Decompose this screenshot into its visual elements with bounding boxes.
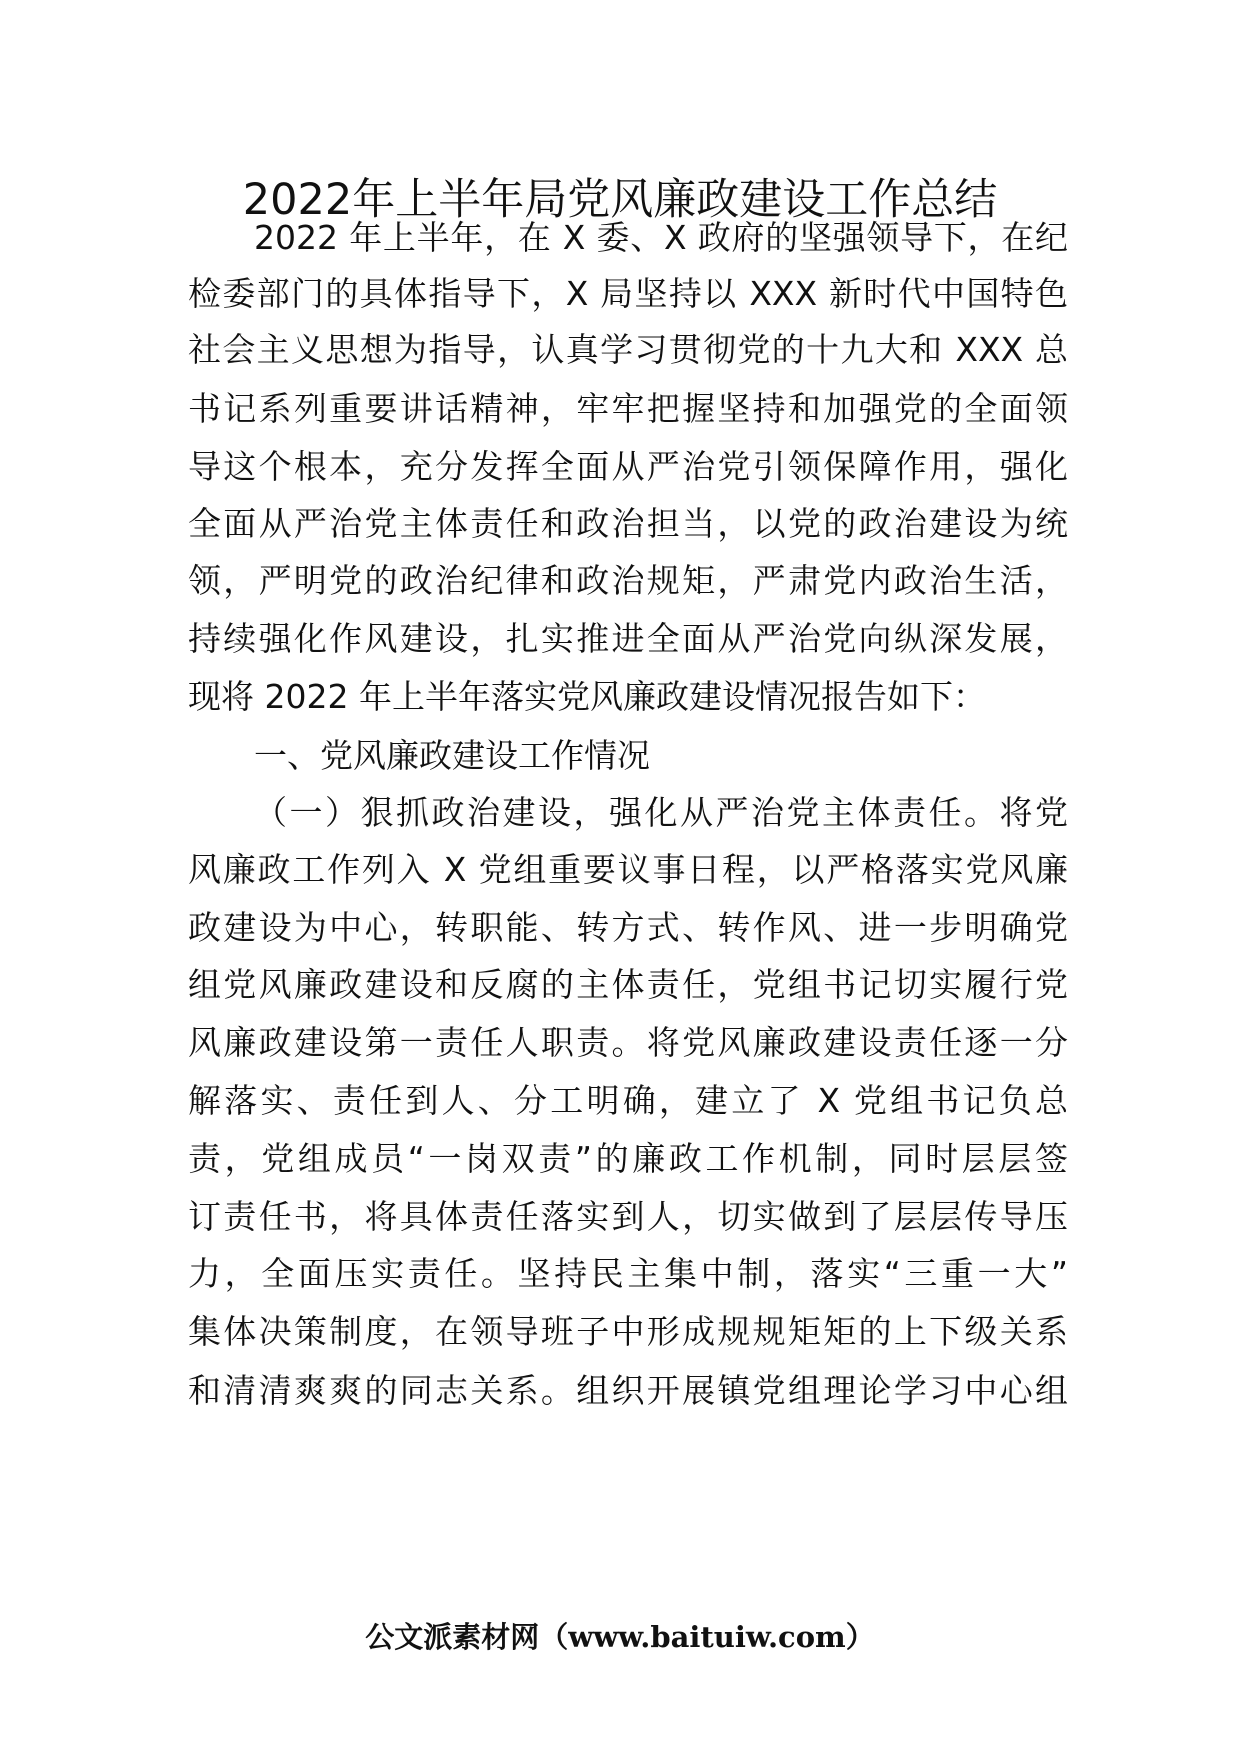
paragraph-line: 政建设为中心，转职能、转方式、转作风、进一步明确党 <box>188 908 1068 947</box>
paragraph-line: 全面从严治党主体责任和政治担当，以党的政治建设为统 <box>188 504 1068 543</box>
paragraph-line: 和清清爽爽的同志关系。组织开展镇党组理论学习中心组 <box>188 1371 1068 1410</box>
paragraph-line: 书记系列重要讲话精神，牢牢把握坚持和加强党的全面领 <box>188 389 1068 428</box>
paragraph-line: 解落实、责任到人、分工明确，建立了 X 党组书记负总 <box>188 1081 1068 1120</box>
paragraph-line: 组党风廉政建设和反腐的主体责任，党组书记切实履行党 <box>188 965 1068 1004</box>
document-title: 2022年上半年局党风廉政建设工作总结 <box>242 175 998 225</box>
paragraph-line: 持续强化作风建设，扎实推进全面从严治党向纵深发展， <box>188 619 1068 658</box>
section-heading: 一、党风廉政建设工作情况 <box>254 736 650 775</box>
footer-watermark: 公文派素材网（www.baituiw.com） <box>365 1620 875 1654</box>
paragraph-line: 导这个根本，充分发挥全面从严治党引领保障作用，强化 <box>188 447 1068 486</box>
paragraph-line: 2022 年上半年，在 X 委、X 政府的坚强领导下，在纪 <box>254 218 1068 257</box>
paragraph-line: 检委部门的具体指导下，X 局坚持以 XXX 新时代中国特色 <box>188 274 1068 313</box>
paragraph-line: 现将 2022 年上半年落实党风廉政建设情况报告如下： <box>188 677 986 716</box>
paragraph-line: 力，全面压实责任。坚持民主集中制，落实“三重一大” <box>188 1254 1068 1293</box>
paragraph-line: 风廉政建设第一责任人职责。将党风廉政建设责任逐一分 <box>188 1023 1068 1062</box>
paragraph-line: 社会主义思想为指导，认真学习贯彻党的十九大和 XXX 总 <box>188 330 1068 369</box>
paragraph-line: 领，严明党的政治纪律和政治规矩，严肃党内政治生活， <box>188 561 1068 600</box>
paragraph-line: 订责任书，将具体责任落实到人，切实做到了层层传导压 <box>188 1197 1068 1236</box>
paragraph-line: 责，党组成员“一岗双责”的廉政工作机制，同时层层签 <box>188 1139 1068 1178</box>
paragraph-line: 风廉政工作列入 X 党组重要议事日程，以严格落实党风廉 <box>188 850 1068 889</box>
paragraph-line: 集体决策制度，在领导班子中形成规规矩矩的上下级关系 <box>188 1312 1068 1351</box>
paragraph-line: （一）狠抓政治建设，强化从严治党主体责任。将党 <box>254 793 1068 832</box>
